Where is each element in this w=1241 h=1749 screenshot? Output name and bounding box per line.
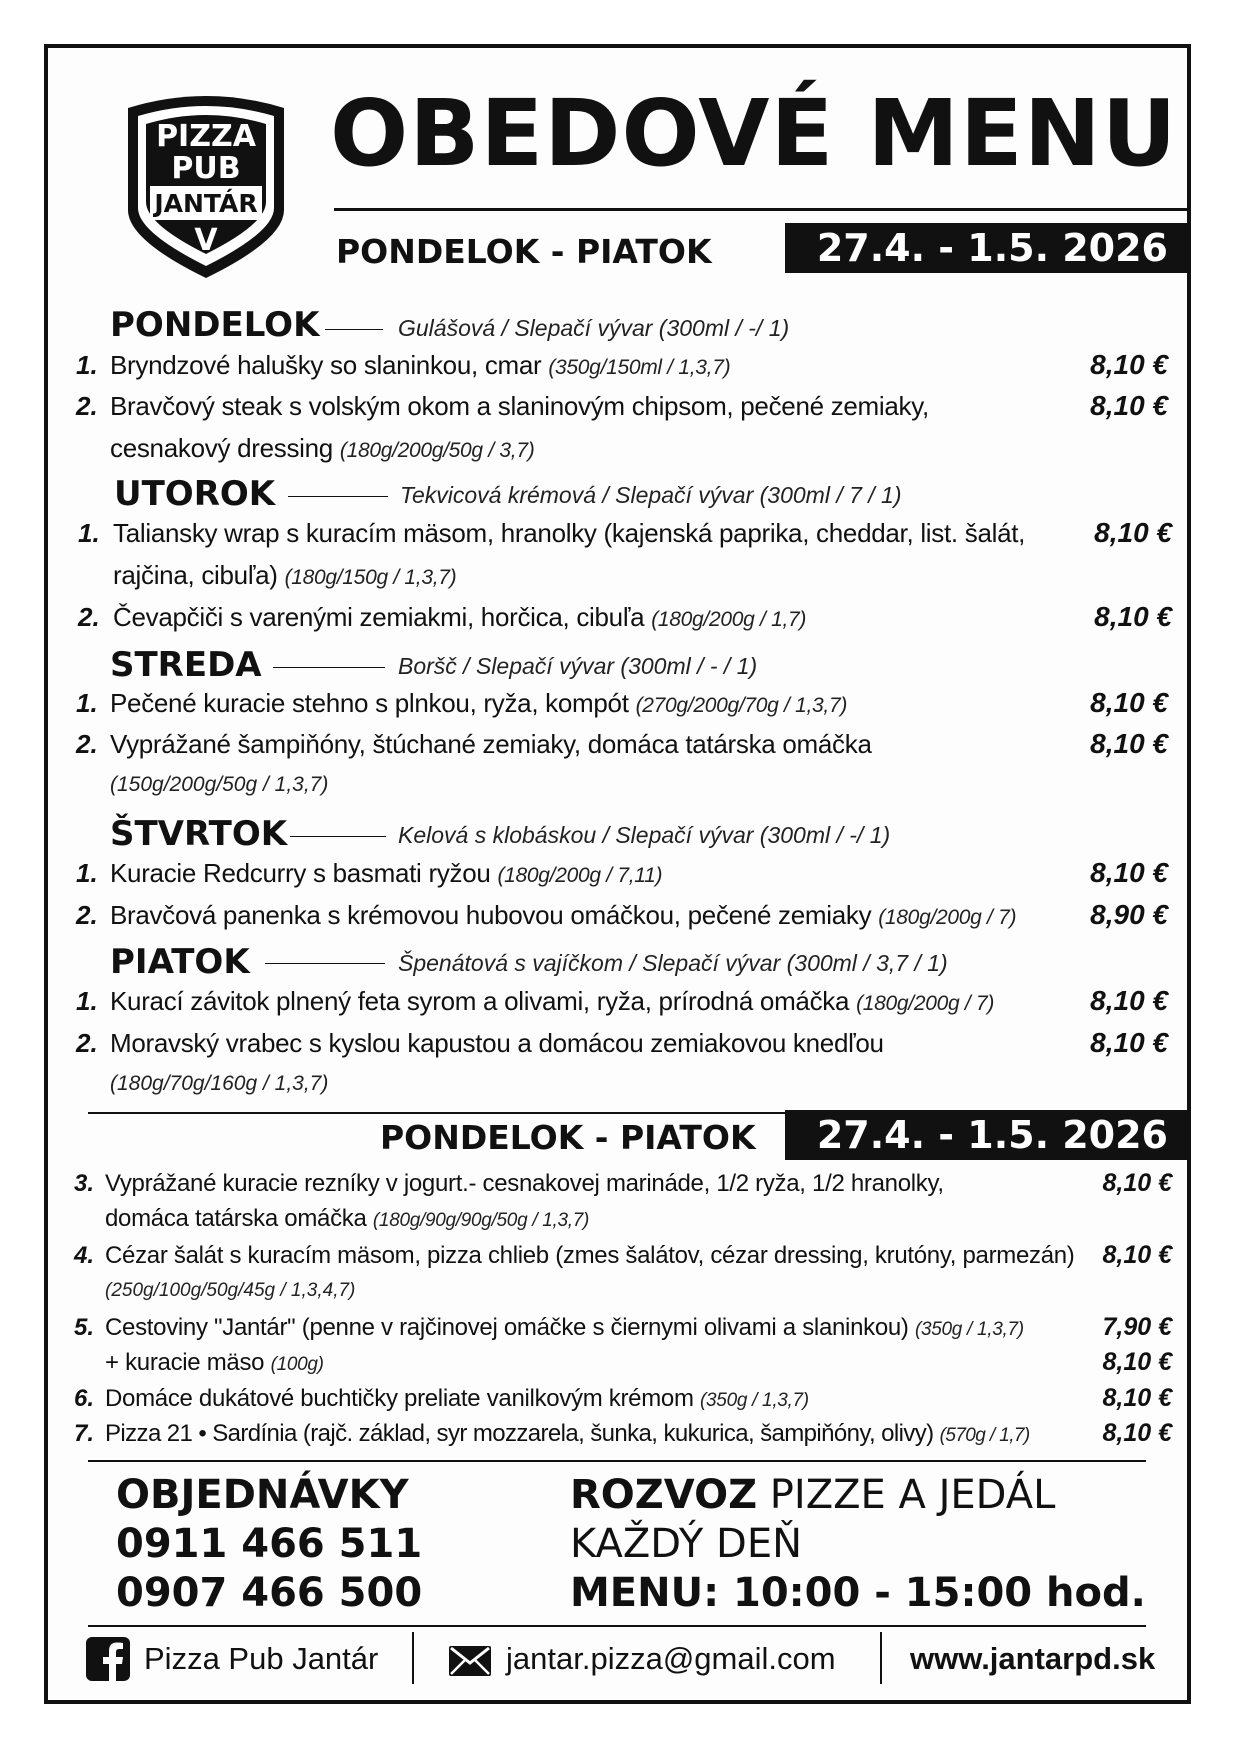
menu-item xyxy=(105,1385,809,1413)
menu-item xyxy=(110,900,1016,931)
dish-name-cont: rajčina, cibuľa) xyxy=(113,560,285,590)
price: 8,10 € xyxy=(1090,857,1168,888)
menu-item xyxy=(110,986,994,1017)
price: 8,90 € xyxy=(1090,899,1168,930)
dish-name: Kuracie Redcurry s basmati ryžou xyxy=(110,858,498,888)
facebook-link[interactable]: Pizza Pub Jantár xyxy=(144,1641,379,1676)
footer-separator xyxy=(880,1632,882,1684)
price: 8,10 € xyxy=(1090,349,1168,380)
dish-name-cont: cesnakový dressing xyxy=(110,433,340,463)
menu-item-extra xyxy=(105,1349,324,1377)
dish-info: (270g/200g/70g / 1,3,7) xyxy=(635,694,848,717)
envelope-icon xyxy=(448,1645,492,1677)
dish-name: Pizza 21 • Sardínia (rajč. základ, syr mozzarela, šunka, kukurica, šampiňóny, olivy) xyxy=(105,1420,940,1447)
soup-divider xyxy=(288,496,388,497)
email-link[interactable]: jantar.pizza@gmail.com xyxy=(506,1641,836,1676)
dish-name: Bravčový steak s volským okom a slaninovým chipsom, pečené zemiaky, xyxy=(110,391,929,421)
soup-of-day: Boršč / Slepačí vývar (300ml / - / 1) xyxy=(398,653,758,679)
dish-name: Taliansky wrap s kuracím mäsom, hranolky (kajenská paprika, cheddar, list. šalát, xyxy=(113,518,1026,548)
dish-info: (180g/200g / 7) xyxy=(856,992,995,1015)
day-heading: UTOROK xyxy=(114,474,276,514)
logo-jantar: JANTÁR xyxy=(154,189,258,218)
price: 8,10 € xyxy=(1102,1384,1172,1412)
price: 8,10 € xyxy=(1094,601,1172,632)
dish-name: Domáce dukátové buchtičky preliate vanilkovým krémom xyxy=(105,1385,701,1412)
item-number: 1. xyxy=(76,688,98,718)
dish-name: Cestoviny "Jantár" (penne v rajčinovej omáčke s čiernymi olivami a slaninkou) xyxy=(105,1314,915,1341)
item-number: 2. xyxy=(76,391,98,421)
dish-name: Kurací závitok plnený feta syrom a olivami, ryža, prírodná omáčka xyxy=(110,986,857,1016)
day-heading: ŠTVRTOK xyxy=(110,814,288,854)
dish-info: (180g/70g/160g / 1,3,7) xyxy=(110,1072,329,1095)
menu-item xyxy=(113,560,456,591)
phone-number-2[interactable]: 0907 466 500 xyxy=(116,1570,423,1616)
header-divider xyxy=(334,208,1190,211)
price: 8,10 € xyxy=(1090,687,1168,718)
dish-name: Čevapčiči s varenými zemiakmi, horčica, cibuľa xyxy=(113,602,652,632)
dish-info: (350g/150ml / 1,3,7) xyxy=(548,356,731,379)
soup-of-day: Špenátová s vajíčkom / Slepačí vývar (300ml / 3,7 / 1) xyxy=(398,950,948,976)
item-number: 1. xyxy=(76,350,98,380)
extra-info: (100g) xyxy=(270,1354,324,1375)
extra-name: + kuracie mäso xyxy=(105,1349,271,1376)
menu-item xyxy=(113,602,806,633)
menu-item xyxy=(110,858,662,889)
dish-name: Bryndzové halušky so slaninkou, cmar xyxy=(110,350,549,380)
dish-name: Bravčová panenka s krémovou hubovou omáčkou, pečené zemiaky xyxy=(110,900,879,930)
menu-hours: MENU: 10:00 - 15:00 hod. xyxy=(570,1570,1146,1616)
orders-divider xyxy=(88,1460,1146,1462)
item-number: 7. xyxy=(74,1420,95,1447)
item-number: 5. xyxy=(74,1314,95,1341)
price: 8,10 € xyxy=(1102,1419,1172,1447)
phone-number-1[interactable]: 0911 466 511 xyxy=(116,1521,423,1567)
delivery-line-2: KAŽDÝ DEŇ xyxy=(570,1521,803,1567)
dish-info: (350g / 1,3,7) xyxy=(700,1390,809,1411)
day-heading: STREDA xyxy=(110,645,262,685)
website-link[interactable]: www.jantarpd.sk xyxy=(910,1641,1156,1676)
dish-info: (180g/200g/50g / 3,7) xyxy=(339,439,535,462)
dish-info: (250g/100g/50g/45g / 1,3,4,7) xyxy=(105,1280,356,1301)
dish-info: (180g/200g / 7) xyxy=(878,906,1017,929)
soup-divider xyxy=(273,667,385,668)
item-number: 1. xyxy=(76,986,98,1016)
dish-info: (180g/90g/90g/50g / 1,3,7) xyxy=(372,1210,590,1231)
menu-item xyxy=(105,1420,1030,1448)
dish-info: (570g / 1,7) xyxy=(939,1425,1030,1446)
menu-item xyxy=(110,688,847,719)
day-heading: PIATOK xyxy=(110,942,250,982)
dish-info: (350g / 1,3,7) xyxy=(914,1319,1024,1340)
menu-item xyxy=(110,350,730,381)
item-number: 2. xyxy=(76,1028,98,1058)
page-title: OBEDOVÉ MENU xyxy=(330,80,1178,187)
soup-divider xyxy=(265,963,385,964)
item-number: 2. xyxy=(76,729,98,759)
delivery-line-1 xyxy=(570,1472,1056,1518)
soup-divider xyxy=(290,836,386,837)
soup-of-day: Gulášová / Slepačí vývar (300ml / -/ 1) xyxy=(398,315,790,341)
weekly-divider xyxy=(88,1112,790,1114)
dish-name: Vyprážané šampiňóny, štúchané zemiaky, domáca tatárska omáčka xyxy=(110,729,872,759)
menu-item xyxy=(105,1205,589,1233)
date-range-bar: 27.4. - 1.5. 2026 xyxy=(785,223,1190,273)
item-number: 2. xyxy=(76,900,98,930)
price: 8,10 € xyxy=(1102,1169,1172,1197)
logo-v: V xyxy=(194,223,218,258)
dish-info: (180g/200g / 1,7) xyxy=(651,608,807,631)
price: 7,90 € xyxy=(1102,1313,1172,1341)
pizza-pub-jantar-logo xyxy=(116,90,296,290)
soup-of-day: Tekvicová krémová / Slepačí vývar (300ml / 7 / 1) xyxy=(400,482,902,508)
item-number: 6. xyxy=(74,1385,95,1412)
facebook-icon xyxy=(86,1637,130,1681)
weekly-days-range: PONDELOK - PIATOK xyxy=(380,1118,756,1157)
orders-title: OBJEDNÁVKY xyxy=(116,1472,409,1518)
dish-name: Pečené kuracie stehno s plnkou, ryža, kompót xyxy=(110,688,636,718)
menu-item xyxy=(105,1314,1024,1342)
item-number: 1. xyxy=(76,858,98,888)
item-number: 3. xyxy=(74,1170,95,1197)
dish-name-cont: domáca tatárska omáčka xyxy=(105,1205,373,1232)
dish-name: Cézar šalát s kuracím mäsom, pizza chlieb (zmes šalátov, cézar dressing, krutóny, parmezán) xyxy=(105,1242,1075,1269)
price: 8,10 € xyxy=(1090,728,1168,759)
price: 8,10 € xyxy=(1094,517,1172,548)
item-number: 1. xyxy=(78,518,100,548)
price: 8,10 € xyxy=(1090,390,1168,421)
delivery-rest: PIZZE A JEDÁL xyxy=(757,1472,1056,1518)
menu-item xyxy=(110,433,534,464)
soup-of-day: Kelová s klobáskou / Slepačí vývar (300ml / -/ 1) xyxy=(398,822,891,848)
price: 8,10 € xyxy=(1102,1241,1172,1269)
days-range: PONDELOK - PIATOK xyxy=(336,232,712,271)
price: 8,10 € xyxy=(1090,1027,1168,1058)
soup-divider xyxy=(325,329,383,330)
day-heading: PONDELOK xyxy=(110,305,320,345)
dish-name: Vyprážané kuracie rezníky v jogurt.- cesnakovej marináde, 1/2 ryža, 1/2 hranolky, xyxy=(105,1170,944,1197)
item-number: 4. xyxy=(74,1242,95,1269)
footer-separator xyxy=(412,1632,414,1684)
footer-divider xyxy=(88,1625,1146,1627)
delivery-bold: ROZVOZ xyxy=(570,1472,758,1518)
logo-pub: PUB xyxy=(171,151,241,186)
price: 8,10 € xyxy=(1090,985,1168,1016)
dish-info: (150g/200g/50g / 1,3,7) xyxy=(110,773,329,796)
dish-name: Moravský vrabec s kyslou kapustou a domácou zemiakovou knedľou xyxy=(110,1028,884,1058)
logo-pizza: PIZZA xyxy=(156,119,256,154)
item-number: 2. xyxy=(78,602,100,632)
dish-info: (180g/150g / 1,3,7) xyxy=(284,566,457,589)
price: 8,10 € xyxy=(1102,1348,1172,1376)
dish-info: (180g/200g / 7,11) xyxy=(497,864,663,887)
weekly-date-bar: 27.4. - 1.5. 2026 xyxy=(785,1110,1190,1160)
